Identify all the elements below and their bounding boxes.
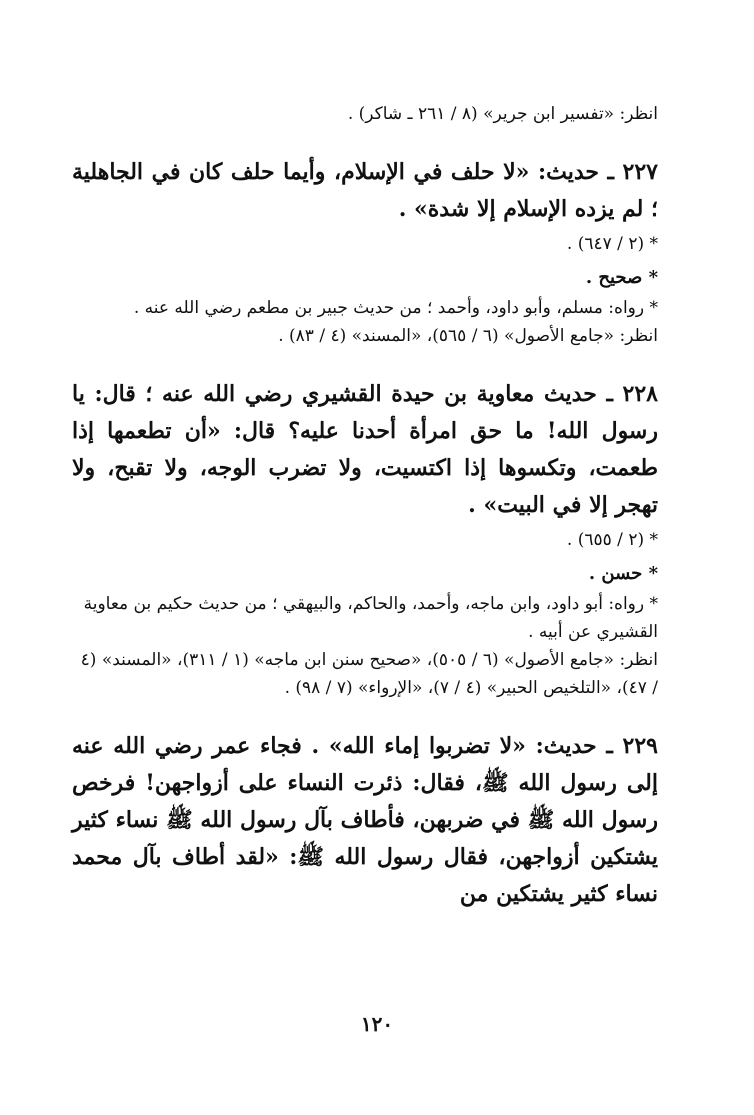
page-number: ١٢٠: [360, 1012, 394, 1036]
volume-page-ref: * (٢ / ٦٤٧) .: [566, 234, 658, 254]
volume-page-ref: * (٢ / ٦٥٥) .: [566, 530, 658, 550]
grading: * صحيح .: [585, 267, 658, 288]
hadith-text: ٢٢٩ ـ حديث: «لا تضربوا إماء الله» . فجاء عمر رضي الله عنه إلى رسول الله ﷺ، فقال: ذئرت النساء على أزواجهن! فرخص رسول الله ﷺ في ضربهن، فأطاف بآل رسول الله ﷺ نساء كثير يشتكين أزواجهن، فقال رسول الله ﷺ: «لقد أطاف بآل محمد نساء كثير يشتكين من: [72, 733, 658, 907]
hadith-text: ٢٢٨ ـ حديث معاوية بن حيدة القشيري رضي الله عنه ؛ قال: يا رسول الله! ما حق امرأة أحدنا عليه؟ قال: «أن تطعمها إذا طعمت، وتكسوها إذا اكتسيت، ولا تضرب الوجه، ولا تقبح، ولا تهجر إلا في البيت» .: [72, 381, 658, 518]
narrators: * رواه: أبو داود، وابن ماجه، وأحمد، والحاكم، والبيهقي ؛ من حديث حكيم بن معاوية القشيري عن أبيه .: [83, 594, 658, 642]
hadith-entry-227: [72, 154, 658, 350]
hadith-entry-228: [72, 376, 658, 702]
see-also-reference: انظر: «جامع الأصول» (٦ / ٥٠٥)، «صحيح سنن ابن ماجه» (١ / ٣١١)، «المسند» (٤ / ٤٧)، «التلخيص الحبير» (٤ / ٧)، «الإرواء» (٧ / ٩٨) .: [80, 650, 658, 698]
grading: * حسن .: [588, 563, 658, 584]
hadith-entry-229: [72, 728, 658, 913]
see-also-reference: انظر: «جامع الأصول» (٦ / ٥٦٥)، «المسند» (٤ / ٨٣) .: [278, 326, 658, 346]
hadith-text: ٢٢٧ ـ حديث: «لا حلف في الإسلام، وأيما حلف كان في الجاهلية ؛ لم يزده الإسلام إلا شدة» .: [72, 159, 658, 222]
top-reference: انظر: «تفسير ابن جرير» (٨ / ٢٦١ ـ شاكر) .: [347, 104, 658, 124]
narrators: * رواه: مسلم، وأبو داود، وأحمد ؛ من حديث جبير بن مطعم رضي الله عنه .: [133, 298, 658, 318]
